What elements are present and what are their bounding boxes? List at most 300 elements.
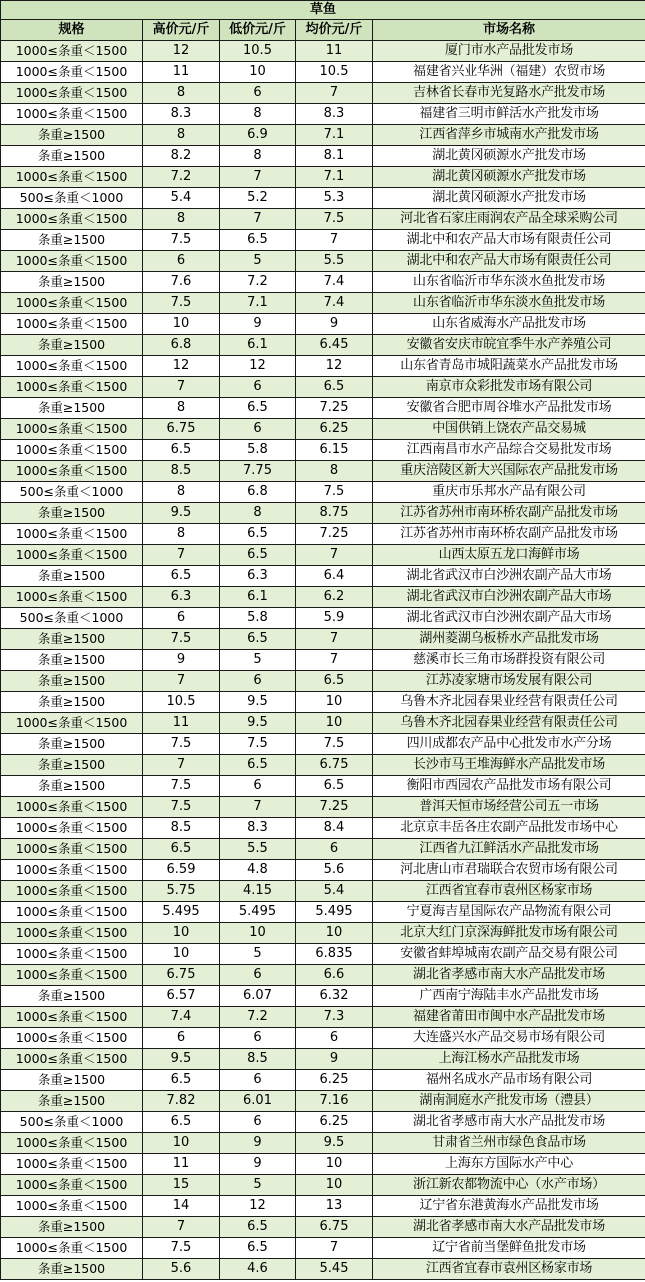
cell-avg-price: 6.4 (296, 566, 373, 587)
cell-market-name: 辽宁省前当堡鲜鱼批发市场 (373, 1238, 645, 1259)
cell-high-price: 6.59 (143, 860, 220, 881)
cell-market-name: 湖北黄冈硕源水产批发市场 (373, 146, 645, 167)
cell-high-price: 7.4 (143, 1007, 220, 1028)
cell-market-name: 湖州菱湖乌板桥水产品批发市场 (373, 629, 645, 650)
cell-avg-price: 7 (296, 230, 373, 251)
cell-avg-price: 7.5 (296, 734, 373, 755)
cell-high-price: 5.4 (143, 188, 220, 209)
table-row (1, 104, 645, 125)
cell-market-name: 山东省青岛市城阳蔬菜水产品批发市场 (373, 356, 645, 377)
cell-high-price: 11 (143, 62, 220, 83)
cell-low-price: 6.5 (220, 755, 296, 776)
cell-spec: 1000≤条重＜1500 (1, 1175, 143, 1196)
cell-spec: 条重≥1500 (1, 776, 143, 797)
table-row (1, 797, 645, 818)
cell-spec: 500≤条重＜1000 (1, 1112, 143, 1133)
cell-avg-price: 8.4 (296, 818, 373, 839)
cell-market-name: 辽宁省东港黄海水产品批发市场 (373, 1196, 645, 1217)
cell-avg-price: 7 (296, 650, 373, 671)
table-row (1, 587, 645, 608)
cell-spec: 1000≤条重＜1500 (1, 1133, 143, 1154)
cell-avg-price: 7 (296, 545, 373, 566)
cell-low-price: 10 (220, 923, 296, 944)
cell-avg-price: 5.495 (296, 902, 373, 923)
cell-high-price: 7.5 (143, 797, 220, 818)
cell-avg-price: 6.835 (296, 944, 373, 965)
cell-avg-price: 9 (296, 1049, 373, 1070)
cell-avg-price: 7.1 (296, 125, 373, 146)
cell-spec: 条重≥1500 (1, 650, 143, 671)
cell-high-price: 12 (143, 356, 220, 377)
cell-low-price: 6.3 (220, 566, 296, 587)
cell-low-price: 6 (220, 1028, 296, 1049)
table-row (1, 902, 645, 923)
cell-avg-price: 6 (296, 839, 373, 860)
cell-market-name: 河北省石家庄雨润农产品全球采购公司 (373, 209, 645, 230)
cell-avg-price: 6.32 (296, 986, 373, 1007)
table-row (1, 1217, 645, 1238)
cell-low-price: 4.8 (220, 860, 296, 881)
cell-high-price: 7.5 (143, 776, 220, 797)
cell-spec: 1000≤条重＜1500 (1, 1049, 143, 1070)
table-row (1, 503, 645, 524)
cell-market-name: 福建省兴业华洲（福建）农贸市场 (373, 62, 645, 83)
cell-low-price: 7.2 (220, 272, 296, 293)
table-row (1, 1049, 645, 1070)
cell-high-price: 6.5 (143, 440, 220, 461)
cell-low-price: 9 (220, 314, 296, 335)
cell-spec: 条重≥1500 (1, 671, 143, 692)
cell-avg-price: 7.3 (296, 1007, 373, 1028)
table-row (1, 524, 645, 545)
cell-market-name: 长沙市马王堆海鲜水产品批发市场 (373, 755, 645, 776)
cell-high-price: 5.495 (143, 902, 220, 923)
table-row (1, 356, 645, 377)
cell-market-name: 乌鲁木齐北园春果业经营有限责任公司 (373, 692, 645, 713)
table-row (1, 398, 645, 419)
cell-market-name: 宁夏海吉星国际农产品物流有限公司 (373, 902, 645, 923)
cell-high-price: 6.3 (143, 587, 220, 608)
table-row (1, 692, 645, 713)
cell-avg-price: 7.1 (296, 167, 373, 188)
cell-market-name: 北京大红门京深海鲜批发市场有限公司 (373, 923, 645, 944)
cell-high-price: 14 (143, 1196, 220, 1217)
table-row (1, 188, 645, 209)
cell-low-price: 6 (220, 1112, 296, 1133)
cell-spec: 条重≥1500 (1, 125, 143, 146)
cell-low-price: 6.9 (220, 125, 296, 146)
cell-low-price: 6.1 (220, 335, 296, 356)
cell-market-name: 山西太原五龙口海鲜市场 (373, 545, 645, 566)
cell-low-price: 6.5 (220, 1238, 296, 1259)
cell-spec: 1000≤条重＜1500 (1, 461, 143, 482)
table-row (1, 1196, 645, 1217)
cell-low-price: 12 (220, 1196, 296, 1217)
cell-avg-price: 8.75 (296, 503, 373, 524)
cell-high-price: 7 (143, 377, 220, 398)
cell-low-price: 8 (220, 104, 296, 125)
cell-avg-price: 6.6 (296, 965, 373, 986)
header-row (1, 20, 645, 41)
cell-low-price: 5.2 (220, 188, 296, 209)
cell-spec: 1000≤条重＜1500 (1, 314, 143, 335)
cell-avg-price: 6.2 (296, 587, 373, 608)
cell-avg-price: 10 (296, 1175, 373, 1196)
cell-avg-price: 6.15 (296, 440, 373, 461)
cell-high-price: 15 (143, 1175, 220, 1196)
table-row (1, 1259, 645, 1280)
header-low-price: 低价元/斤 (220, 20, 296, 41)
cell-market-name: 湖北黄冈硕源水产批发市场 (373, 188, 645, 209)
cell-market-name: 山东省临沂市华东淡水鱼批发市场 (373, 272, 645, 293)
cell-market-name: 上海东方国际水产中心 (373, 1154, 645, 1175)
table-row (1, 860, 645, 881)
table-row (1, 41, 645, 62)
cell-market-name: 江西南昌市水产品综合交易批发市场 (373, 440, 645, 461)
header-market-name: 市场名称 (373, 20, 645, 41)
table-row (1, 335, 645, 356)
cell-low-price: 6.5 (220, 1217, 296, 1238)
table-row (1, 881, 645, 902)
cell-low-price: 6.07 (220, 986, 296, 1007)
cell-avg-price: 7.5 (296, 209, 373, 230)
cell-spec: 1000≤条重＜1500 (1, 860, 143, 881)
table-row (1, 167, 645, 188)
cell-high-price: 7.5 (143, 629, 220, 650)
cell-spec: 条重≥1500 (1, 566, 143, 587)
cell-low-price: 9.5 (220, 713, 296, 734)
cell-avg-price: 6.25 (296, 1070, 373, 1091)
cell-market-name: 慈溪市长三角市场群投资有限公司 (373, 650, 645, 671)
cell-low-price: 6 (220, 671, 296, 692)
cell-avg-price: 6.75 (296, 755, 373, 776)
cell-spec: 500≤条重＜1000 (1, 608, 143, 629)
cell-avg-price: 5.45 (296, 1259, 373, 1280)
table-row (1, 1175, 645, 1196)
cell-spec: 条重≥1500 (1, 230, 143, 251)
cell-market-name: 福建省三明市鲜活水产批发市场 (373, 104, 645, 125)
cell-spec: 条重≥1500 (1, 1091, 143, 1112)
cell-market-name: 湖北省武汉市白沙洲农副产品大市场 (373, 566, 645, 587)
cell-low-price: 5 (220, 251, 296, 272)
cell-high-price: 10.5 (143, 692, 220, 713)
cell-avg-price: 5.9 (296, 608, 373, 629)
cell-spec: 条重≥1500 (1, 1217, 143, 1238)
cell-high-price: 8 (143, 125, 220, 146)
cell-spec: 1000≤条重＜1500 (1, 923, 143, 944)
cell-high-price: 8 (143, 524, 220, 545)
cell-spec: 条重≥1500 (1, 755, 143, 776)
cell-market-name: 山东省威海水产品批发市场 (373, 314, 645, 335)
cell-market-name: 江苏省苏州市南环桥农副产品批发市场 (373, 503, 645, 524)
cell-market-name: 厦门市水产品批发市场 (373, 41, 645, 62)
cell-avg-price: 6.25 (296, 1112, 373, 1133)
table-row (1, 608, 645, 629)
cell-low-price: 6 (220, 83, 296, 104)
table-row (1, 776, 645, 797)
cell-high-price: 6.75 (143, 419, 220, 440)
cell-market-name: 江西省宜春市袁州区杨家市场 (373, 1259, 645, 1280)
cell-avg-price: 7.4 (296, 272, 373, 293)
cell-low-price: 6.5 (220, 629, 296, 650)
cell-high-price: 8.5 (143, 461, 220, 482)
cell-market-name: 乌鲁木齐北园春果业经营有限责任公司 (373, 713, 645, 734)
cell-market-name: 湖北省武汉市白沙洲农副产品大市场 (373, 587, 645, 608)
table-body (1, 41, 645, 1280)
cell-spec: 1000≤条重＜1500 (1, 839, 143, 860)
cell-avg-price: 6.25 (296, 419, 373, 440)
cell-market-name: 浙江新农都物流中心（水产市场） (373, 1175, 645, 1196)
cell-spec: 1000≤条重＜1500 (1, 62, 143, 83)
table-row (1, 1070, 645, 1091)
cell-high-price: 7.5 (143, 230, 220, 251)
cell-market-name: 福建省莆田市闽中水产品批发市场 (373, 1007, 645, 1028)
cell-spec: 条重≥1500 (1, 398, 143, 419)
cell-low-price: 6.5 (220, 524, 296, 545)
cell-avg-price: 10 (296, 713, 373, 734)
cell-high-price: 8 (143, 398, 220, 419)
cell-market-name: 江苏省苏州市南环桥农副产品批发市场 (373, 524, 645, 545)
cell-low-price: 6.8 (220, 482, 296, 503)
cell-high-price: 5.6 (143, 1259, 220, 1280)
cell-market-name: 南京市众彩批发市场有限公司 (373, 377, 645, 398)
cell-avg-price: 6.5 (296, 671, 373, 692)
cell-high-price: 6 (143, 608, 220, 629)
cell-spec: 条重≥1500 (1, 986, 143, 1007)
cell-market-name: 重庆市乐邦水产品有限公司 (373, 482, 645, 503)
cell-market-name: 吉林省长春市光复路水产批发市场 (373, 83, 645, 104)
cell-spec: 500≤条重＜1000 (1, 482, 143, 503)
cell-avg-price: 7.25 (296, 797, 373, 818)
cell-high-price: 6 (143, 251, 220, 272)
cell-spec: 条重≥1500 (1, 272, 143, 293)
cell-market-name: 大连盛兴水产品交易市场有限公司 (373, 1028, 645, 1049)
cell-market-name: 湖北省武汉市白沙洲农副产品大市场 (373, 608, 645, 629)
cell-avg-price: 7.4 (296, 293, 373, 314)
cell-low-price: 9.5 (220, 692, 296, 713)
cell-avg-price: 7.16 (296, 1091, 373, 1112)
cell-high-price: 10 (143, 1133, 220, 1154)
cell-avg-price: 5.3 (296, 188, 373, 209)
cell-low-price: 7.1 (220, 293, 296, 314)
cell-avg-price: 10 (296, 692, 373, 713)
cell-market-name: 湖北黄冈硕源水产批发市场 (373, 167, 645, 188)
table-row (1, 1112, 645, 1133)
cell-spec: 条重≥1500 (1, 1259, 143, 1280)
table-row (1, 62, 645, 83)
cell-avg-price: 5.5 (296, 251, 373, 272)
cell-high-price: 7.6 (143, 272, 220, 293)
cell-avg-price: 8.3 (296, 104, 373, 125)
cell-market-name: 湖北中和农产品大市场有限责任公司 (373, 251, 645, 272)
cell-high-price: 9 (143, 650, 220, 671)
cell-spec: 1000≤条重＜1500 (1, 524, 143, 545)
cell-spec: 1000≤条重＜1500 (1, 881, 143, 902)
cell-spec: 条重≥1500 (1, 1070, 143, 1091)
cell-market-name: 山东省临沂市华东淡水鱼批发市场 (373, 293, 645, 314)
table-row (1, 755, 645, 776)
cell-market-name: 广西南宁海陆丰水产品批发市场 (373, 986, 645, 1007)
cell-high-price: 11 (143, 713, 220, 734)
table-row (1, 944, 645, 965)
cell-high-price: 6.5 (143, 566, 220, 587)
cell-low-price: 12 (220, 356, 296, 377)
cell-low-price: 5 (220, 944, 296, 965)
cell-avg-price: 9.5 (296, 1133, 373, 1154)
cell-high-price: 6.5 (143, 1112, 220, 1133)
cell-low-price: 6.01 (220, 1091, 296, 1112)
table-row (1, 734, 645, 755)
cell-avg-price: 10 (296, 923, 373, 944)
title-row (1, 1, 645, 20)
cell-market-name: 安徽省合肥市周谷堆水产品批发市场 (373, 398, 645, 419)
cell-spec: 500≤条重＜1000 (1, 188, 143, 209)
table-row (1, 1007, 645, 1028)
table-row (1, 146, 645, 167)
cell-high-price: 11 (143, 1154, 220, 1175)
cell-low-price: 4.6 (220, 1259, 296, 1280)
cell-market-name: 江西省萍乡市城南水产批发市场 (373, 125, 645, 146)
cell-avg-price: 8 (296, 461, 373, 482)
cell-low-price: 6.5 (220, 545, 296, 566)
cell-high-price: 12 (143, 41, 220, 62)
cell-avg-price: 11 (296, 41, 373, 62)
cell-market-name: 安徽省蚌埠城南农副产品交易有限公司 (373, 944, 645, 965)
cell-spec: 1000≤条重＜1500 (1, 377, 143, 398)
cell-avg-price: 7 (296, 1238, 373, 1259)
cell-spec: 条重≥1500 (1, 629, 143, 650)
table-row (1, 839, 645, 860)
cell-low-price: 8 (220, 146, 296, 167)
cell-avg-price: 8.1 (296, 146, 373, 167)
cell-spec: 1000≤条重＜1500 (1, 41, 143, 62)
table-row (1, 83, 645, 104)
table-row (1, 272, 645, 293)
cell-low-price: 5.495 (220, 902, 296, 923)
cell-high-price: 5.75 (143, 881, 220, 902)
cell-low-price: 8 (220, 503, 296, 524)
table-row (1, 209, 645, 230)
cell-high-price: 6.5 (143, 839, 220, 860)
table-row (1, 629, 645, 650)
table-row (1, 482, 645, 503)
cell-avg-price: 7 (296, 629, 373, 650)
cell-high-price: 7.2 (143, 167, 220, 188)
cell-low-price: 5.8 (220, 440, 296, 461)
cell-low-price: 6.1 (220, 587, 296, 608)
cell-avg-price: 5.4 (296, 881, 373, 902)
cell-high-price: 7 (143, 545, 220, 566)
table-row (1, 461, 645, 482)
cell-spec: 条重≥1500 (1, 692, 143, 713)
table-row (1, 1028, 645, 1049)
table-row (1, 440, 645, 461)
cell-market-name: 湖北省孝感市南大水产品批发市场 (373, 1112, 645, 1133)
cell-spec: 1000≤条重＜1500 (1, 209, 143, 230)
table-row (1, 1091, 645, 1112)
table-row (1, 230, 645, 251)
cell-low-price: 7 (220, 209, 296, 230)
cell-spec: 1000≤条重＜1500 (1, 293, 143, 314)
cell-avg-price: 7 (296, 83, 373, 104)
cell-spec: 1000≤条重＜1500 (1, 104, 143, 125)
cell-spec: 1000≤条重＜1500 (1, 587, 143, 608)
cell-high-price: 8 (143, 209, 220, 230)
cell-spec: 1000≤条重＜1500 (1, 356, 143, 377)
cell-low-price: 6 (220, 776, 296, 797)
cell-high-price: 8.3 (143, 104, 220, 125)
cell-high-price: 7.5 (143, 293, 220, 314)
cell-spec: 1000≤条重＜1500 (1, 944, 143, 965)
cell-high-price: 8 (143, 482, 220, 503)
cell-avg-price: 9 (296, 314, 373, 335)
cell-avg-price: 7.25 (296, 524, 373, 545)
cell-high-price: 9.5 (143, 1049, 220, 1070)
cell-market-name: 福州名成水产品市场有限公司 (373, 1070, 645, 1091)
table-row (1, 293, 645, 314)
cell-market-name: 湖北省孝感市南大水产品批发市场 (373, 1217, 645, 1238)
cell-spec: 1000≤条重＜1500 (1, 1154, 143, 1175)
cell-avg-price: 12 (296, 356, 373, 377)
cell-low-price: 6 (220, 965, 296, 986)
table-row (1, 125, 645, 146)
cell-spec: 1000≤条重＜1500 (1, 167, 143, 188)
table-row (1, 1154, 645, 1175)
cell-low-price: 6.5 (220, 230, 296, 251)
table-row (1, 965, 645, 986)
cell-low-price: 5.5 (220, 839, 296, 860)
cell-low-price: 7.2 (220, 1007, 296, 1028)
cell-low-price: 5 (220, 1175, 296, 1196)
cell-spec: 1000≤条重＜1500 (1, 1007, 143, 1028)
cell-high-price: 6 (143, 1028, 220, 1049)
cell-low-price: 5.8 (220, 608, 296, 629)
table-row (1, 986, 645, 1007)
cell-low-price: 7.5 (220, 734, 296, 755)
cell-high-price: 10 (143, 923, 220, 944)
cell-low-price: 5 (220, 650, 296, 671)
cell-high-price: 6.8 (143, 335, 220, 356)
table-row (1, 251, 645, 272)
header-spec: 规格 (1, 20, 143, 41)
cell-spec: 1000≤条重＜1500 (1, 818, 143, 839)
cell-spec: 1000≤条重＜1500 (1, 1028, 143, 1049)
table-row (1, 545, 645, 566)
cell-spec: 条重≥1500 (1, 734, 143, 755)
cell-spec: 1000≤条重＜1500 (1, 251, 143, 272)
table-row (1, 1238, 645, 1259)
cell-market-name: 上海江杨水产品批发市场 (373, 1049, 645, 1070)
cell-high-price: 7.5 (143, 734, 220, 755)
cell-high-price: 7.5 (143, 1238, 220, 1259)
cell-low-price: 7 (220, 167, 296, 188)
cell-avg-price: 6.5 (296, 377, 373, 398)
table-row (1, 923, 645, 944)
cell-high-price: 6.57 (143, 986, 220, 1007)
cell-avg-price: 7.25 (296, 398, 373, 419)
cell-market-name: 湖南洞庭水产批发市场（澧县） (373, 1091, 645, 1112)
cell-low-price: 6 (220, 419, 296, 440)
table-row (1, 1133, 645, 1154)
cell-avg-price: 10.5 (296, 62, 373, 83)
cell-high-price: 7 (143, 755, 220, 776)
cell-high-price: 7.82 (143, 1091, 220, 1112)
cell-avg-price: 13 (296, 1196, 373, 1217)
cell-high-price: 10 (143, 944, 220, 965)
cell-spec: 条重≥1500 (1, 146, 143, 167)
cell-spec: 1000≤条重＜1500 (1, 797, 143, 818)
cell-low-price: 8.3 (220, 818, 296, 839)
